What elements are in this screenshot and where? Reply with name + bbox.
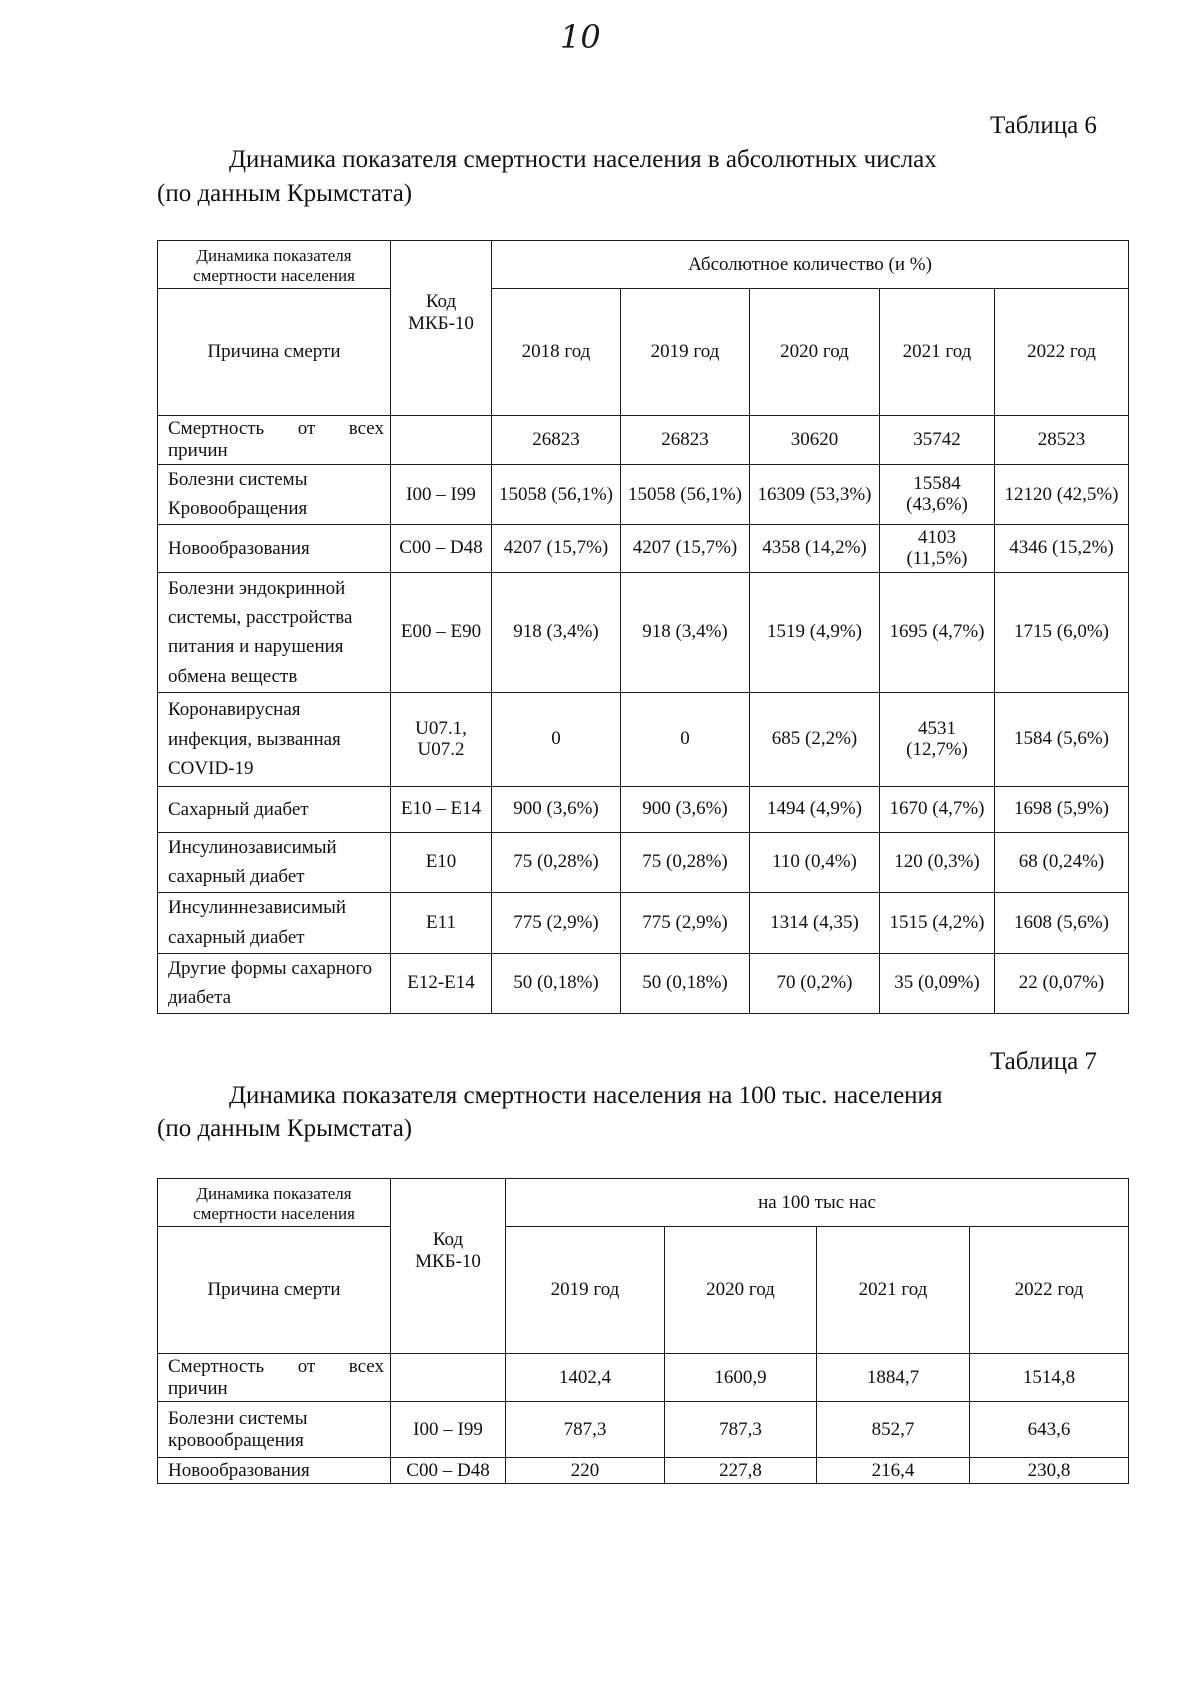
table7-caption-line2: (по данным Крымстата) [157,1115,413,1142]
table6-cause: Коронавирусная инфекция, вызванная COVID-19 [158,692,391,786]
table6-cause: Инсулиннезависимый сахарный диабет [158,892,391,953]
table7-year-2022: 2022 год [970,1227,1129,1354]
table7-year-2019: 2019 год [506,1227,665,1354]
table-row [158,1354,1129,1402]
table6-code: E11 [391,892,492,953]
table7-cell: 216,4 [817,1458,970,1484]
table6-cell: 1698 (5,9%) [995,786,1129,832]
table6-cell: 1670 (4,7%) [880,786,995,832]
table7-cell: 1600,9 [665,1354,817,1402]
table6-cell: 4346 (15,2%) [995,524,1129,572]
table6-cell: 1695 (4,7%) [880,572,995,692]
table7-header-dynamics: Динамика показателя смертности населения [158,1179,391,1227]
table7-cell: 643,6 [970,1402,1129,1458]
table7-code [391,1354,506,1402]
table6-header-dynamics: Динамика показателя смертности населения [158,241,391,289]
table6 [157,240,1129,1014]
table6-cell: 4207 (15,7%) [621,524,750,572]
table6-cell: 1519 (4,9%) [750,572,880,692]
table6-cell: 110 (0,4%) [750,832,880,892]
table6-cell: 22 (0,07%) [995,953,1129,1013]
table-row [158,953,1129,1013]
table6-cell: 4103 (11,5%) [880,524,995,572]
table6-cell: 918 (3,4%) [621,572,750,692]
table6-cell: 1314 (4,35) [750,892,880,953]
table6-code: C00 – D48 [391,524,492,572]
table6-cause: Сахарный диабет [158,786,391,832]
table6-cell: 775 (2,9%) [492,892,621,953]
table6-caption-line1: Динамика показателя смертности населения в абсолютных числах [229,146,937,173]
table-row [158,524,1129,572]
table6-code: I00 – I99 [391,465,492,525]
table7 [157,1178,1129,1484]
table6-year-2022: 2022 год [995,289,1129,416]
table7-year-2020: 2020 год [665,1227,817,1354]
table6-code: E00 – E90 [391,572,492,692]
table7-cause: Болезни системы кровообращения [158,1402,391,1458]
table6-cell: 0 [621,692,750,786]
table-row [158,786,1129,832]
table6-cell: 16309 (53,3%) [750,465,880,525]
table6-cell: 35 (0,09%) [880,953,995,1013]
table7-cell: 787,3 [665,1402,817,1458]
table-row [158,465,1129,525]
table6-cell: 1608 (5,6%) [995,892,1129,953]
table6-code: E12-E14 [391,953,492,1013]
table7-cell: 227,8 [665,1458,817,1484]
table6-label: Таблица 6 [990,112,1097,139]
table7-cell: 852,7 [817,1402,970,1458]
page-number: 10 [560,18,601,56]
table6-header-absolute: Абсолютное количество (и %) [492,241,1129,289]
table7-code: C00 – D48 [391,1458,506,1484]
table7-cell: 220 [506,1458,665,1484]
table6-cell: 1494 (4,9%) [750,786,880,832]
table6-cell: 685 (2,2%) [750,692,880,786]
table6-code [391,416,492,465]
table-row [158,1458,1129,1484]
table6-code: E10 – E14 [391,786,492,832]
table7-cell: 1514,8 [970,1354,1129,1402]
table6-header-code: Код МКБ-10 [391,241,492,416]
table7-label: Таблица 7 [990,1048,1097,1075]
table7-cell: 230,8 [970,1458,1129,1484]
table6-cell: 15058 (56,1%) [492,465,621,525]
table6-caption-line2: (по данным Крымстата) [157,180,413,207]
table6-cell: 1715 (6,0%) [995,572,1129,692]
table6-cell: 775 (2,9%) [621,892,750,953]
table6-cause: Инсулинозависимый сахарный диабет [158,832,391,892]
table6-cell: 15584 (43,6%) [880,465,995,525]
table6-cell: 918 (3,4%) [492,572,621,692]
table6-cell: 900 (3,6%) [492,786,621,832]
table7-header-cause: Причина смерти [158,1227,391,1354]
table6-year-2021: 2021 год [880,289,995,416]
table6-cell: 50 (0,18%) [492,953,621,1013]
table6-cause: Болезни эндокринной системы, расстройства питания и нарушения обмена веществ [158,572,391,692]
table7-header-code: Код МКБ-10 [391,1179,506,1354]
table7-cause: Новообразования [158,1458,391,1484]
table6-cell: 75 (0,28%) [492,832,621,892]
table6-year-2018: 2018 год [492,289,621,416]
table6-cell: 50 (0,18%) [621,953,750,1013]
table6-cause: Болезни системы Кровообращения [158,465,391,525]
table6-cell: 0 [492,692,621,786]
table-row [158,1402,1129,1458]
table6-cell: 26823 [621,416,750,465]
table7-cause-all: Смертность от всех причин [158,1354,391,1402]
table6-cell: 15058 (56,1%) [621,465,750,525]
table7-cell: 1402,4 [506,1354,665,1402]
table6-cell: 4207 (15,7%) [492,524,621,572]
table-row [158,832,1129,892]
table-row [158,572,1129,692]
table6-cell: 120 (0,3%) [880,832,995,892]
table7-code: I00 – I99 [391,1402,506,1458]
table6-cause: Новообразования [158,524,391,572]
table6-cell: 35742 [880,416,995,465]
table6-cause-all: Смертность от всех причин [158,416,391,465]
table6-year-2019: 2019 год [621,289,750,416]
table6-year-2020: 2020 год [750,289,880,416]
table7-cell: 1884,7 [817,1354,970,1402]
table6-cell: 70 (0,2%) [750,953,880,1013]
table6-code: U07.1, U07.2 [391,692,492,786]
table6-cell: 75 (0,28%) [621,832,750,892]
table6-header-cause: Причина смерти [158,289,391,416]
table6-cell: 26823 [492,416,621,465]
table6-cell: 30620 [750,416,880,465]
table-row [158,892,1129,953]
table6-code: E10 [391,832,492,892]
table6-cell: 68 (0,24%) [995,832,1129,892]
table6-cell: 900 (3,6%) [621,786,750,832]
table6-cell: 1515 (4,2%) [880,892,995,953]
table6-cause: Другие формы сахарного диабета [158,953,391,1013]
table6-cell: 4531 (12,7%) [880,692,995,786]
table6-cell: 28523 [995,416,1129,465]
table6-cell: 1584 (5,6%) [995,692,1129,786]
table7-caption-line1: Динамика показателя смертности населения на 100 тыс. населения [229,1082,943,1109]
table6-cell: 4358 (14,2%) [750,524,880,572]
table7-year-2021: 2021 год [817,1227,970,1354]
table-row [158,692,1129,786]
table7-header-per100k: на 100 тыс нас [506,1179,1129,1227]
table-row [158,416,1129,465]
table6-cell: 12120 (42,5%) [995,465,1129,525]
table7-cell: 787,3 [506,1402,665,1458]
